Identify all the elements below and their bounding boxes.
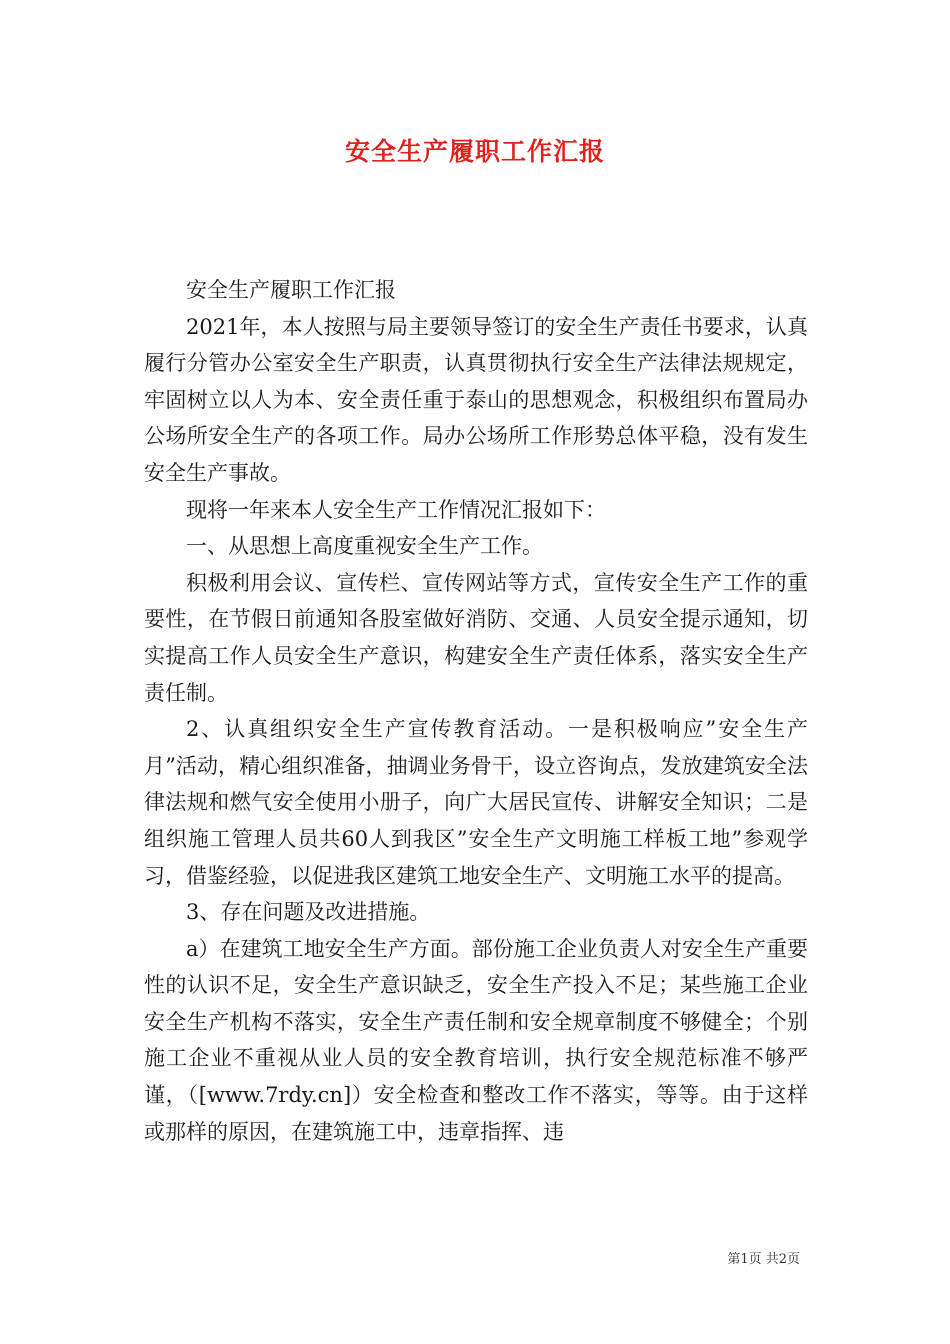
document-body [144,272,808,1150]
paragraph-intro: 2021年，本人按照与局主要领导签订的安全生产责任书要求，认真履行分管办公室安全生产职责，认真贯彻执行安全生产法律法规规定，牢固树立以人为本、安全责任重于泰山的思想观念，积极组织布置局办公场所安全生产的各项工作。局办公场所工作形势总体平稳，没有发生安全生产事故。 [144,314,808,485]
page-number-footer: 第1页 共2页 [727,1252,800,1267]
document-title: 安全生产履职工作汇报 [344,137,605,166]
paragraph-section-3-heading: 3、存在问题及改进措施。 [186,900,431,925]
paragraph-section-3a: a）在建筑工地安全生产方面。部份施工企业负责人对安全生产重要性的认识不足，安全生产意识缺乏，安全生产投入不足；某些施工企业安全生产机构不落实，安全生产责任制和安全规章制度不够健全；个别施工企业不重视从业人员的安全教育培训，执行安全规范标准不够严谨，（[www.7rdy.cn]）安全检查和整改工作不落实，等等。由于这样或那样的原因，在建筑施工中，违章指挥、违 [144,936,808,1144]
paragraph-section-2: 2、认真组织安全生产宣传教育活动。一是积极响应”安全生产月”活动，精心组织准备，抽调业务骨干，设立咨询点，发放建筑安全法律法规和燃气安全使用小册子，向广大居民宣传、讲解安全知识；二是组织施工管理人员共60人到我区”安全生产文明施工样板工地”参观学习，借鉴经验，以促进我区建筑工地安全生产、文明施工水平的提高。 [144,717,808,888]
paragraph-heading: 安全生产履职工作汇报 [186,278,396,302]
paragraph-section-1-body: 积极利用会议、宣传栏、宣传网站等方式，宣传安全生产工作的重要性，在节假日前通知各股室做好消防、交通、人员安全提示通知，切实提高工作人员安全生产意识，构建安全生产责任体系，落实安全生产责任制。 [144,570,808,705]
paragraph-section-1-heading: 一、从思想上高度重视安全生产工作。 [186,534,543,559]
paragraph-summary-lead: 现将一年来本人安全生产工作情况汇报如下： [186,497,606,522]
